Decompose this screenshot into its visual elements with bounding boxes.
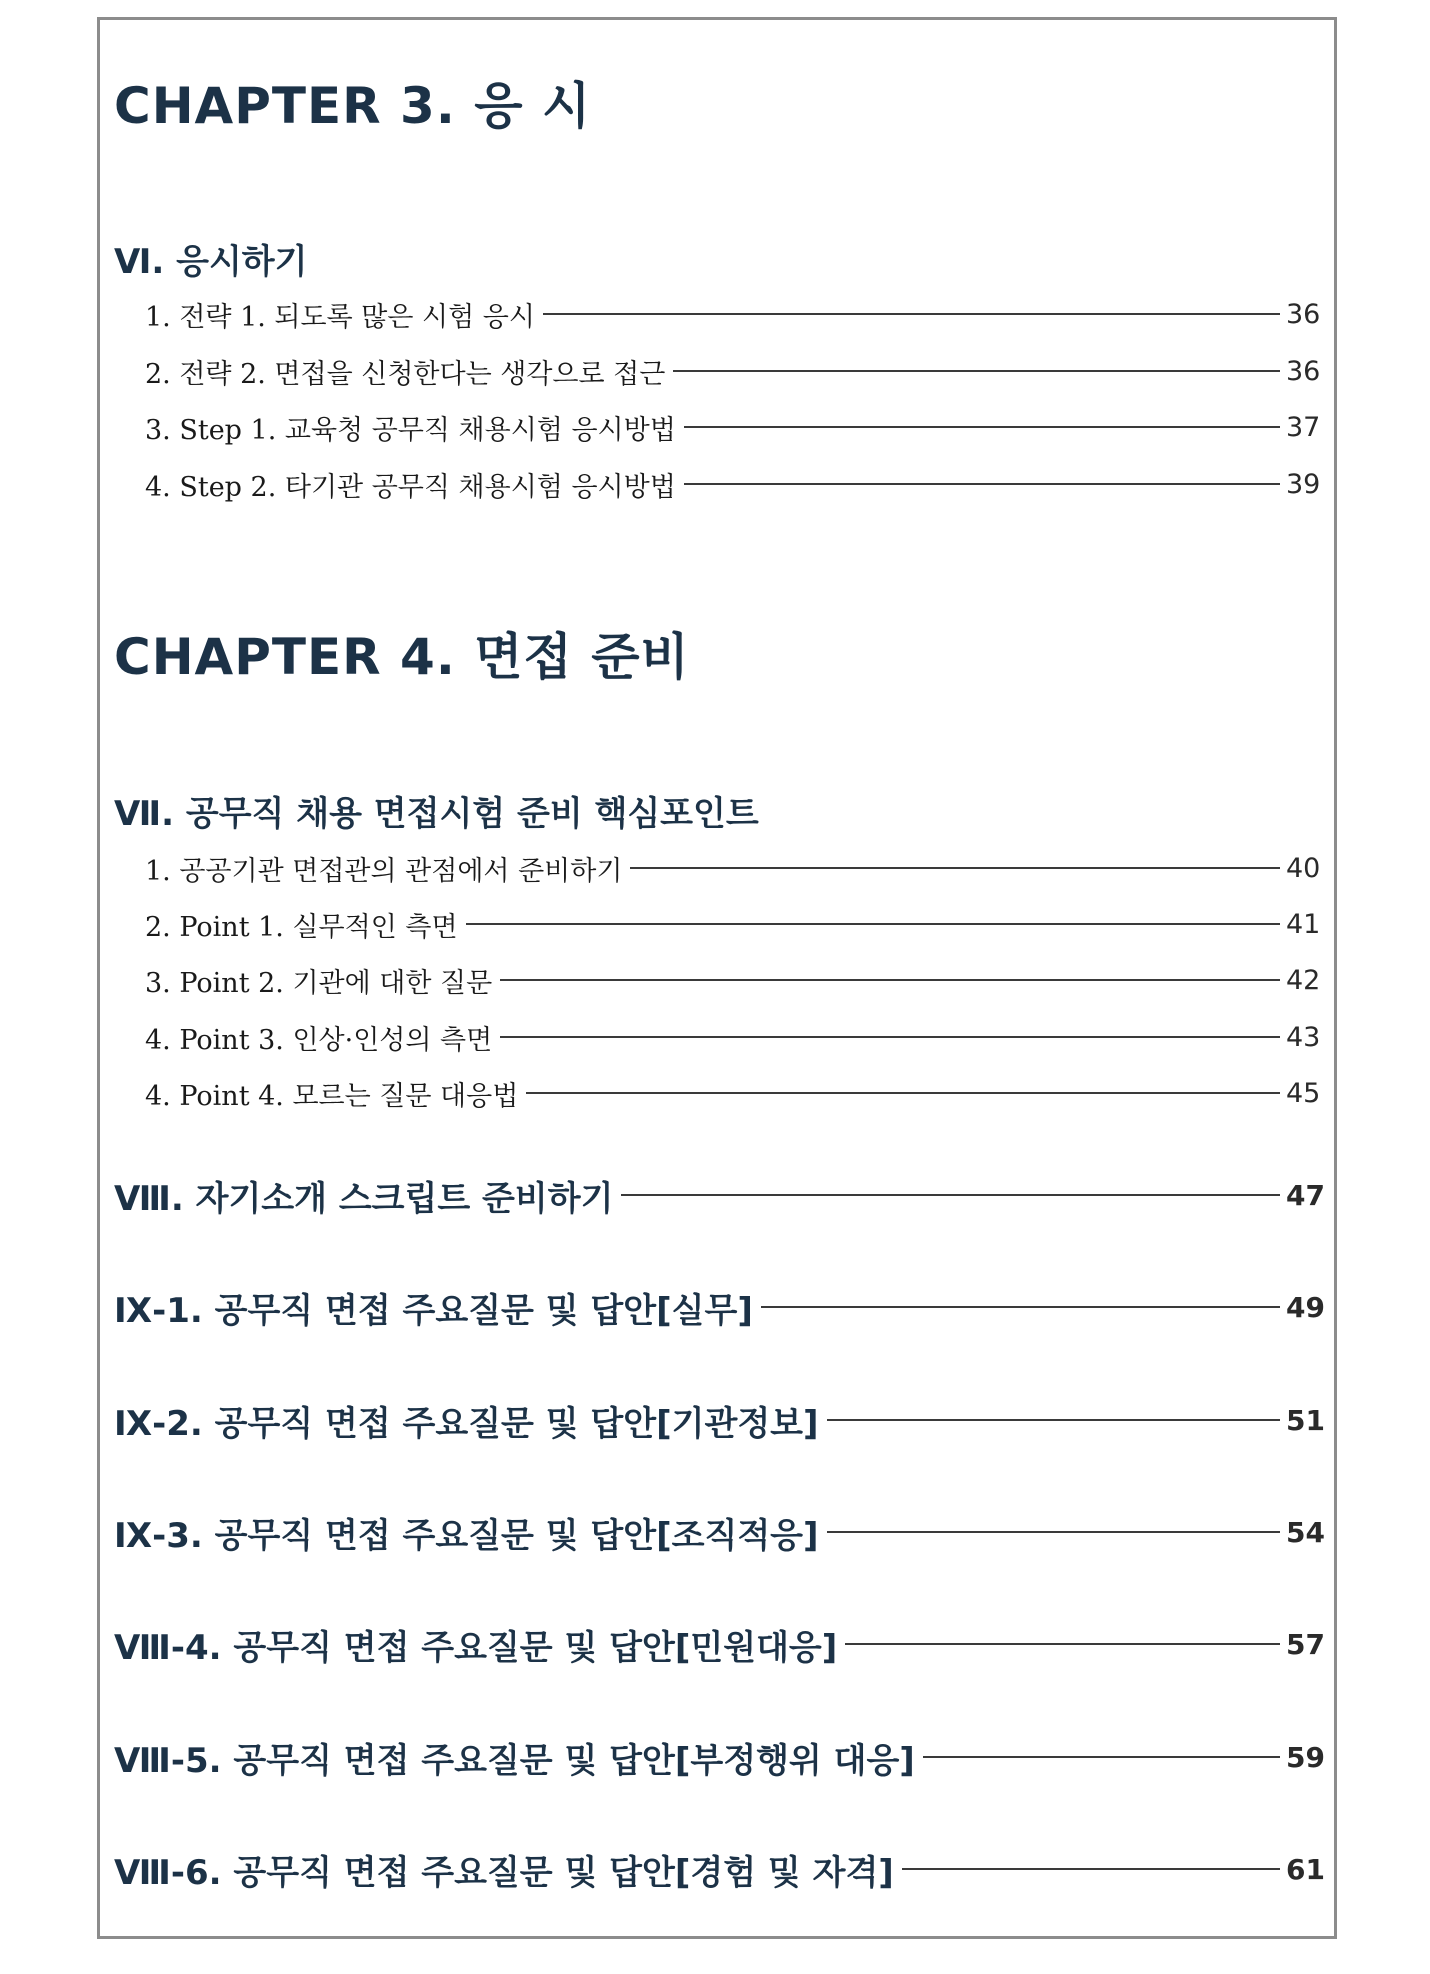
toc-entry-label: 3. Step 1. 교육청 공무직 채용시험 응시방법 bbox=[145, 414, 676, 446]
dot-leader bbox=[761, 1306, 1280, 1308]
toc-entry-page: 39 bbox=[1286, 468, 1321, 500]
section-7-heading bbox=[0, 790, 1430, 834]
toc-entry[interactable] bbox=[0, 960, 1430, 1000]
toc-entry-page: 37 bbox=[1286, 411, 1321, 443]
toc-entry[interactable] bbox=[0, 848, 1430, 888]
dot-leader bbox=[543, 313, 1280, 315]
dot-leader bbox=[827, 1531, 1280, 1533]
dot-leader bbox=[845, 1643, 1280, 1645]
toc-entry-label: 3. Point 2. 기관에 대한 질문 bbox=[145, 967, 493, 999]
toc-entry-label: 4. Point 4. 모르는 질문 대응법 bbox=[145, 1080, 519, 1112]
dot-leader bbox=[684, 426, 1280, 428]
toc-section-entry[interactable] bbox=[0, 1175, 1430, 1219]
toc-entry-label: 1. 공공기관 면접관의 관점에서 준비하기 bbox=[145, 855, 623, 887]
toc-entry-page: 36 bbox=[1286, 355, 1321, 387]
section-label: Ⅵ. 응시하기 bbox=[114, 241, 308, 282]
toc-entry[interactable] bbox=[0, 1073, 1430, 1113]
section-page: 47 bbox=[1286, 1178, 1325, 1212]
toc-section-entry[interactable] bbox=[0, 1624, 1430, 1668]
toc-entry-label: 4. Step 2. 타기관 공무직 채용시험 응시방법 bbox=[145, 471, 676, 503]
toc-entry-page: 43 bbox=[1286, 1021, 1321, 1053]
toc-entry-page: 45 bbox=[1286, 1077, 1321, 1109]
toc-entry-page: 40 bbox=[1286, 852, 1321, 884]
dot-leader bbox=[630, 867, 1280, 869]
toc-entry-label: 1. 전략 1. 되도록 많은 시험 응시 bbox=[145, 301, 535, 333]
section-6-heading bbox=[0, 238, 1430, 282]
section-label: Ⅸ-2. 공무직 면접 주요질문 및 답안[기관정보] bbox=[114, 1403, 819, 1444]
toc-entry[interactable] bbox=[0, 464, 1430, 504]
toc-entry-page: 36 bbox=[1286, 298, 1321, 330]
section-page: 49 bbox=[1286, 1290, 1325, 1324]
section-page: 61 bbox=[1286, 1852, 1325, 1886]
toc-entry[interactable] bbox=[0, 351, 1430, 391]
section-label: Ⅷ. 자기소개 스크립트 준비하기 bbox=[114, 1178, 614, 1219]
toc-entry-label: 2. Point 1. 실무적인 측면 bbox=[145, 911, 458, 943]
dot-leader bbox=[673, 370, 1280, 372]
section-label: Ⅶ. 공무직 채용 면접시험 준비 핵심포인트 bbox=[114, 793, 759, 834]
dot-leader bbox=[526, 1092, 1280, 1094]
section-label: Ⅷ-5. 공무직 면접 주요질문 및 답안[부정행위 대응] bbox=[114, 1740, 915, 1781]
section-label: Ⅷ-6. 공무직 면접 주요질문 및 답안[경험 및 자격] bbox=[114, 1852, 894, 1893]
toc-entry[interactable] bbox=[0, 1017, 1430, 1057]
chapter-4-title: CHAPTER 4. 면접 준비 bbox=[114, 628, 690, 686]
toc-entry[interactable] bbox=[0, 294, 1430, 334]
toc-entry[interactable] bbox=[0, 407, 1430, 447]
section-page: 51 bbox=[1286, 1403, 1325, 1437]
toc-section-entry[interactable] bbox=[0, 1287, 1430, 1331]
section-label: Ⅷ-4. 공무직 면접 주요질문 및 답안[민원대응] bbox=[114, 1627, 838, 1668]
toc-entry[interactable] bbox=[0, 904, 1430, 944]
toc-entry-label: 4. Point 3. 인상·인성의 측면 bbox=[145, 1024, 493, 1056]
section-label: Ⅸ-3. 공무직 면접 주요질문 및 답안[조직적응] bbox=[114, 1515, 819, 1556]
toc-entry-page: 42 bbox=[1286, 964, 1321, 996]
toc-section-entry[interactable] bbox=[0, 1737, 1430, 1781]
dot-leader bbox=[500, 1036, 1280, 1038]
section-label: Ⅸ-1. 공무직 면접 주요질문 및 답안[실무] bbox=[114, 1290, 753, 1331]
toc-entry-page: 41 bbox=[1286, 908, 1321, 940]
dot-leader bbox=[500, 979, 1280, 981]
dot-leader bbox=[827, 1419, 1280, 1421]
toc-section-entry[interactable] bbox=[0, 1849, 1430, 1893]
dot-leader bbox=[684, 483, 1280, 485]
dot-leader bbox=[902, 1868, 1280, 1870]
dot-leader bbox=[466, 923, 1280, 925]
chapter-3-title: CHAPTER 3. 응 시 bbox=[114, 77, 592, 135]
dot-leader bbox=[923, 1756, 1280, 1758]
toc-section-entry[interactable] bbox=[0, 1512, 1430, 1556]
section-page: 59 bbox=[1286, 1740, 1325, 1774]
section-page: 54 bbox=[1286, 1515, 1325, 1549]
section-page: 57 bbox=[1286, 1627, 1325, 1661]
toc-entry-label: 2. 전략 2. 면접을 신청한다는 생각으로 접근 bbox=[145, 358, 666, 390]
toc-section-entry[interactable] bbox=[0, 1400, 1430, 1444]
dot-leader bbox=[621, 1194, 1280, 1196]
